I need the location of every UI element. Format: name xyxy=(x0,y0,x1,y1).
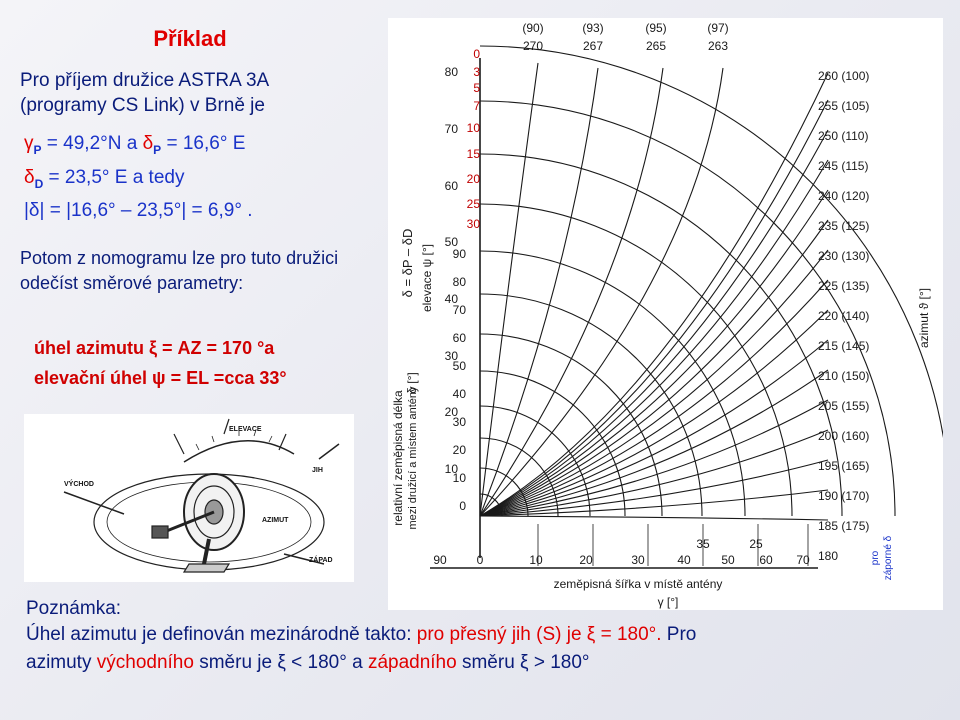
zapad-label: ZÁPAD xyxy=(309,557,333,564)
intro-line-2: (programy CS Link) v Brně je xyxy=(20,95,265,116)
delta-left-tick: 80 xyxy=(452,275,466,289)
note-title: Poznámka: xyxy=(26,598,122,619)
delta-tick: 70 xyxy=(444,122,458,136)
latitude-tick: 90 xyxy=(433,553,447,567)
result-azimuth: úhel azimutu ξ = AZ = 170 °a xyxy=(34,338,275,358)
slide-title: Příklad xyxy=(153,26,227,51)
elevation-tick: 7 xyxy=(473,99,480,113)
elevation-tick: 30 xyxy=(466,217,480,231)
grid-curve xyxy=(480,46,943,516)
relative-longitude-label: relativní zeměpisná délka xyxy=(391,390,405,526)
delta-unit-label: δ [°] xyxy=(405,372,419,394)
azimuth-right-label: 220 (140) xyxy=(818,309,870,323)
grid-curve xyxy=(480,204,792,516)
grid-curve xyxy=(480,250,828,516)
azimuth-right-label: 250 (110) xyxy=(818,129,869,143)
azimuth-right-label: 260 (100) xyxy=(818,69,870,83)
intro-text xyxy=(20,68,269,118)
delta-tick: 50 xyxy=(444,235,458,249)
delta-left-tick: 10 xyxy=(452,471,466,485)
azimuth-right-label: 245 (115) xyxy=(818,159,869,173)
deltaP-symbol: δ xyxy=(142,133,154,154)
latitude-tick: 10 xyxy=(529,553,543,567)
note-text: azimuty xyxy=(26,652,97,673)
top-label-paren: (93) xyxy=(582,21,604,35)
delta-left-tick: 20 xyxy=(452,443,466,457)
latitude-tick: 60 xyxy=(759,553,773,567)
deltaD-value: = 23,5° E a tedy xyxy=(43,167,185,188)
elevation-tick: 20 xyxy=(466,172,480,186)
delta-tick: 60 xyxy=(444,179,458,193)
azimuth-right-label: 205 (155) xyxy=(818,399,870,413)
dish-illustration xyxy=(24,414,354,582)
formula-deltaD xyxy=(24,167,184,191)
top-label-paren: (95) xyxy=(645,21,667,35)
latitude-axis-label: zeměpisná šířka v místě antény xyxy=(553,577,723,591)
azimuth-right-label: 255 (105) xyxy=(818,99,870,113)
delta-left-tick: 60 xyxy=(452,331,466,345)
top-label-value: 267 xyxy=(582,39,604,53)
azimuth-right-label: 200 (160) xyxy=(818,429,870,443)
delta-tick: 40 xyxy=(444,292,458,306)
deltaD-symbol: δ xyxy=(24,167,35,188)
corner-pro-label: pro xyxy=(870,550,881,566)
elevace-label: ELEVACE xyxy=(229,426,262,433)
azimuth-right-label: 235 (125) xyxy=(818,219,870,233)
delta-left-tick: 30 xyxy=(452,415,466,429)
intro-line-1: Pro příjem družice ASTRA 3A xyxy=(20,70,270,91)
azimuth-right-label: 240 (120) xyxy=(818,189,870,203)
top-label-paren: (97) xyxy=(707,21,729,35)
deltaD-subscript: D xyxy=(34,176,44,191)
grid-curve xyxy=(480,334,662,516)
vychod-label: VÝCHOD xyxy=(64,481,94,488)
elevation-axis-label: elevace ψ [°] xyxy=(420,243,434,313)
azimuth-right-label: 190 (170) xyxy=(818,489,870,503)
corner-negative-delta-label: záporné δ xyxy=(883,535,894,581)
body-paragraph: Potom z nomogramu lze pro tuto družici odečíst směrové parametry: xyxy=(20,248,339,293)
azimuth-right-label: 185 (175) xyxy=(818,519,870,533)
latitude-tick: 20 xyxy=(579,553,593,567)
delta-tick: 10 xyxy=(444,462,458,476)
azimuth-right-label: 180 xyxy=(818,549,839,563)
nomogram-drawing xyxy=(388,18,943,610)
jih-label: JIH xyxy=(312,467,323,474)
azimuth-right-label: 225 (135) xyxy=(818,279,870,293)
grid-curve xyxy=(480,516,828,520)
note-text: směru ξ > 180° xyxy=(456,652,590,673)
grid-curve xyxy=(480,190,828,516)
azimuth-right-label: 210 (150) xyxy=(818,369,870,383)
azimuth-right-label: 215 (145) xyxy=(818,339,870,353)
dish-drawing xyxy=(24,414,354,582)
grid-curve xyxy=(480,220,828,516)
elevation-tick: 25 xyxy=(466,197,480,211)
gamma-symbol: γ xyxy=(24,133,34,154)
note-text: směru je ξ < 180° a xyxy=(193,652,368,673)
deltaP-value: = 16,6° E xyxy=(161,133,246,154)
note-text: Úhel azimutu je definován mezinárodně takto: xyxy=(26,624,417,645)
elevation-tick: 5 xyxy=(473,81,480,95)
note-west-word: západního xyxy=(367,652,457,673)
latitude-tick: 0 xyxy=(476,553,484,567)
grid-curve xyxy=(480,63,538,516)
formula-abs-delta: |δ| = |16,6° – 23,5°| = 6,9° . xyxy=(24,200,253,221)
latitude-tick: 30 xyxy=(631,553,645,567)
nomogram xyxy=(388,18,943,610)
latitude-extra-tick: 25 xyxy=(749,537,763,551)
delta-tick: 30 xyxy=(444,349,458,363)
elevation-tick: 3 xyxy=(473,65,480,79)
elevation-tick: 15 xyxy=(466,147,480,161)
delta-tick: 20 xyxy=(444,405,458,419)
relative-longitude-label-2: mezi družicí a místem antény xyxy=(407,386,419,530)
note-line-2 xyxy=(26,652,590,674)
azimuth-right-label: 195 (165) xyxy=(818,459,870,473)
delta-tick: 80 xyxy=(444,65,458,79)
top-label-value: 263 xyxy=(707,39,729,53)
delta-left-tick: 40 xyxy=(452,387,466,401)
note-east-word: východního xyxy=(96,652,194,673)
top-label-paren: (90) xyxy=(522,21,544,35)
result-elevation: elevační úhel ψ = EL =cca 33° xyxy=(34,368,287,388)
latitude-extra-tick: 35 xyxy=(696,537,710,551)
latitude-tick: 50 xyxy=(721,553,735,567)
top-label-value: 265 xyxy=(645,39,667,53)
formula-gamma-deltaP xyxy=(24,133,245,157)
delta-left-tick: 90 xyxy=(452,247,466,261)
note-line-1 xyxy=(26,624,696,646)
gamma-value: = 49,2°N a xyxy=(41,133,143,154)
delta-formula-label: δ = δP – δD xyxy=(400,228,415,298)
azimuth-axis-label: azimut ϑ [°] xyxy=(917,287,931,349)
top-label-value: 270 xyxy=(522,39,544,53)
latitude-tick: 70 xyxy=(796,553,810,567)
elevation-tick: 0 xyxy=(473,47,480,61)
delta-left-tick: 70 xyxy=(452,303,466,317)
elevation-tick: 10 xyxy=(466,121,480,135)
note-south-rule: pro přesný jih (S) je ξ = 180°. xyxy=(416,624,662,645)
delta-left-tick: 50 xyxy=(452,359,466,373)
azimut-label: AZIMUT xyxy=(262,517,289,524)
delta-left-tick: 0 xyxy=(459,499,466,513)
note-text: Pro xyxy=(661,624,697,645)
deltaP-subscript: P xyxy=(153,142,162,157)
azimuth-right-label: 230 (130) xyxy=(818,249,870,263)
latitude-tick: 40 xyxy=(677,553,691,567)
latitude-symbol-label: γ [°] xyxy=(657,595,679,609)
gamma-subscript: P xyxy=(33,142,42,157)
